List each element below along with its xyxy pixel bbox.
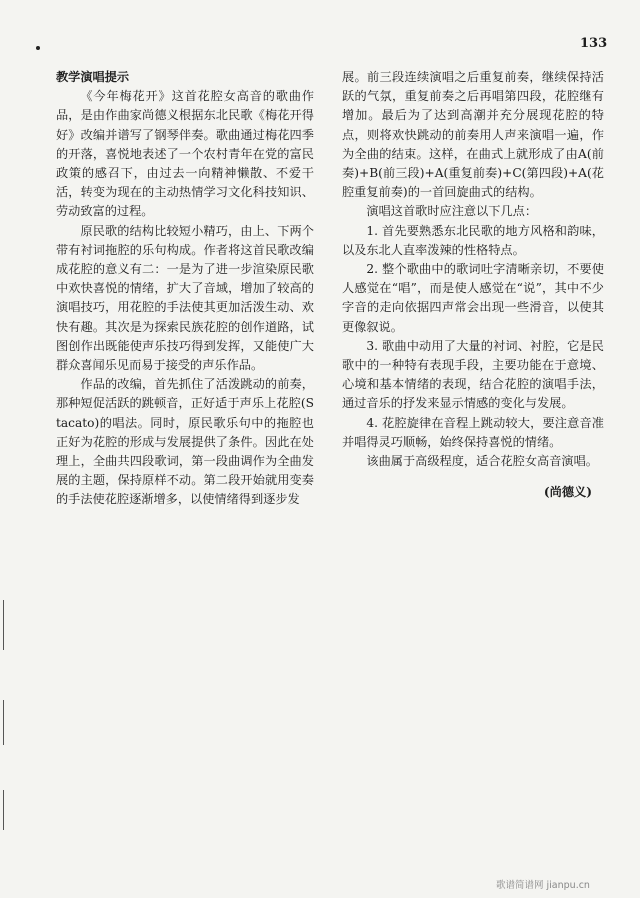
- list-item: 1. 首先要熟悉东北民歌的地方风格和韵味，以及东北人直率泼辣的性格特点。: [342, 223, 604, 257]
- scan-edge-line: [3, 700, 4, 745]
- paragraph: 作品的改编，首先抓住了活泼跳动的前奏，那种短促活跃的跳顿音，正好适于声乐上花腔(Stacato)的唱法。同时，原民歌乐句中的拖腔也正好为花腔的形成与发展提供了条件。因此在处理上，全曲共四段歌词，第一段曲调作为全曲发展的主题，保持原样不动。第二段开始就用变奏的手法使花腔逐渐增多，以使情绪得到逐步发: [56, 377, 314, 507]
- list-item: 2. 整个歌曲中的歌词吐字清晰亲切，不要使人感觉在“唱”，而是使人感觉在“说”，其中不少字音的走向依据四声常会出现一些滑音，以使其更像叙说。: [342, 262, 604, 334]
- paragraph: 该曲属于高级程度，适合花腔女高音演唱。: [366, 454, 598, 469]
- paragraph: 《今年梅花开》这首花腔女高音的歌曲作品，是由作曲家尚德义根据东北民歌《梅花开得好》改编并谱写了钢琴伴奏。歌曲通过梅花四季的开落，喜悦地表述了一个农村青年在党的富民政策的感召下，由过去一向精神懒散、不爱干活，转变为现在的主动热情学习文化科技知识、劳动致富的过程。: [56, 89, 314, 219]
- page-number: 133: [580, 36, 608, 51]
- paragraph: 原民歌的结构比较短小精巧，由上、下两个带有衬词拖腔的乐句构成。作者将这首民歌改编成花腔的意义有二：一是为了进一步渲染原民歌中欢快喜悦的情绪，扩大了音域，增加了较高的演唱技巧，用花腔的手法使其更加活泼生动、欢快有趣。其次是为探索民族花腔的创作道路，试图创作出既能使声乐技巧得到发挥，又能使广大群众喜闻乐见而易于接受的声乐作品。: [56, 223, 314, 373]
- right-column: [342, 68, 604, 502]
- paragraph: 演唱这首歌时应注意以下几点：: [366, 204, 538, 219]
- watermark: 歌谱简谱网 jianpu.cn: [496, 880, 590, 891]
- author-signature: (尚德义): [543, 485, 592, 500]
- section-heading: 教学演唱提示: [56, 70, 130, 84]
- scan-edge-line: [3, 600, 4, 650]
- scan-edge-line: [3, 790, 4, 830]
- paragraph: 展。前三段连续演唱之后重复前奏，继续保持活跃的气氛，重复前奏之后再唱第四段，花腔继有增加。最后为了达到高潮并充分展现花腔的特点，则将欢快跳动的前奏用人声来演唱一遍，作为全曲的结束。这样，在曲式上就形成了由A(前奏)+B(前三段)+A(重复前奏)+C(第四段)+A(花腔重复前奏)的一首回旋曲式的结构。: [342, 70, 604, 200]
- list-item: 4. 花腔旋律在音程上跳动较大，要注意音准并唱得灵巧顺畅，始终保持喜悦的情绪。: [342, 415, 604, 449]
- list-item: 3. 歌曲中动用了大量的衬词、衬腔，它是民歌中的一种特有表现手段，主要功能在于意境、心境和基本情绪的表现，结合花腔的演唱手法，通过音乐的抒发来显示情感的变化与发展。: [342, 338, 604, 411]
- left-column: [56, 68, 314, 510]
- margin-dot: [36, 46, 40, 50]
